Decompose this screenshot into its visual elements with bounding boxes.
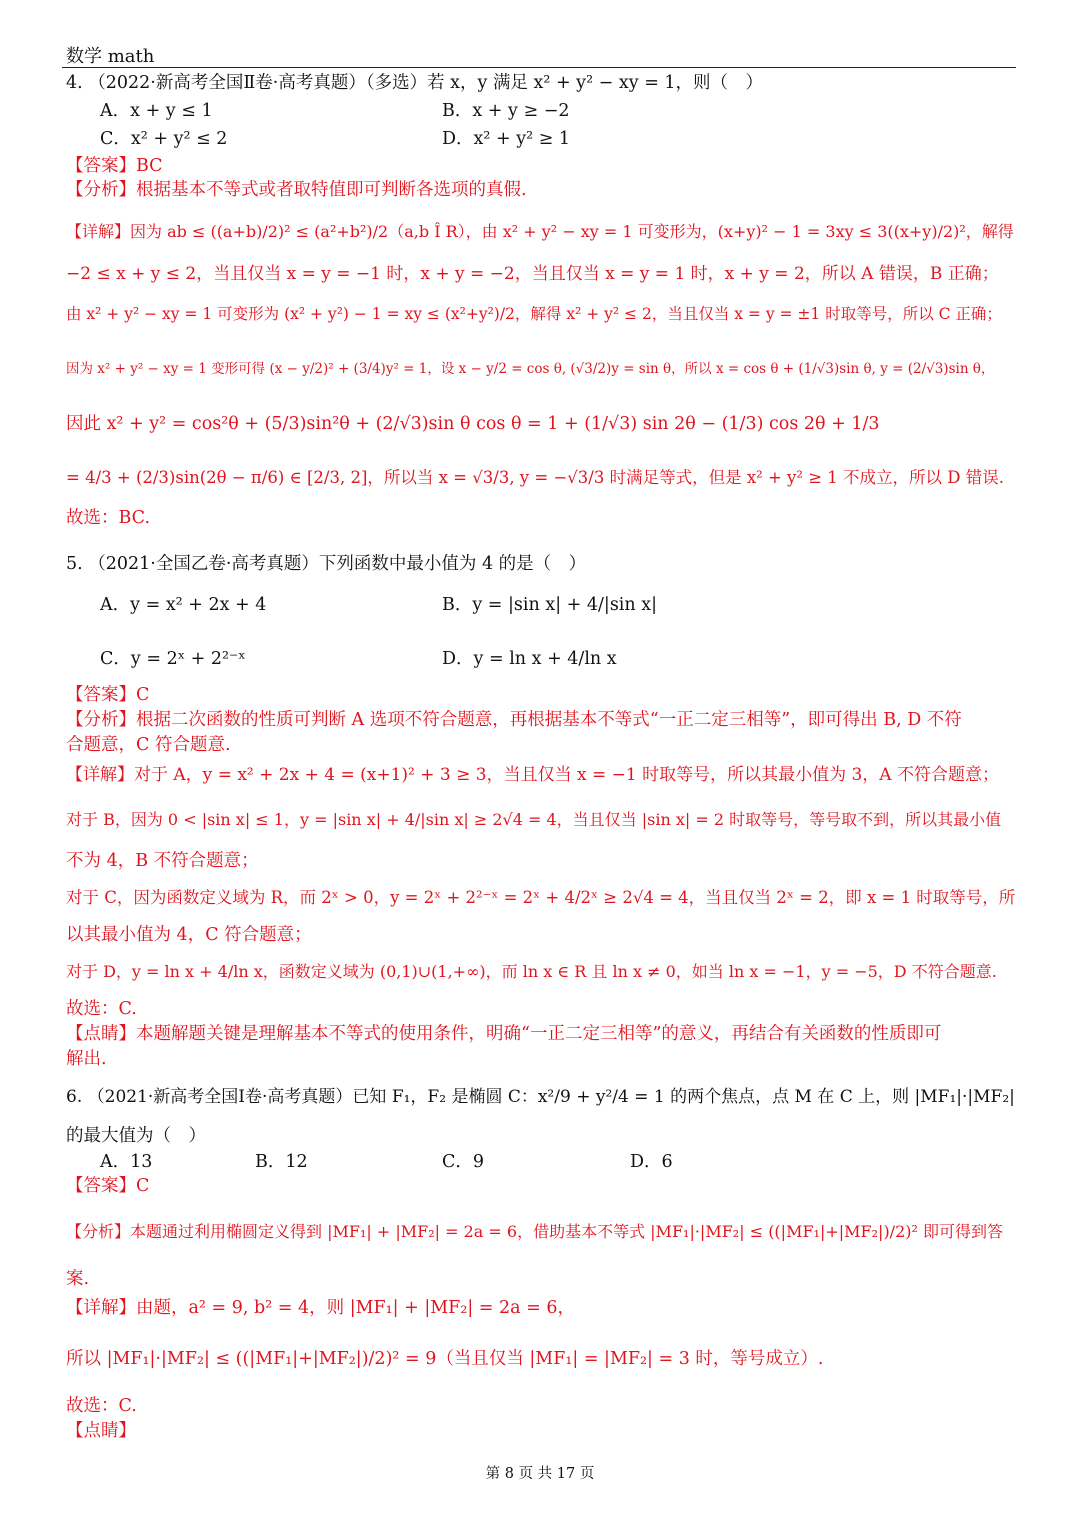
q6-option-a: A．13 — [100, 1152, 153, 1172]
header-divider — [62, 67, 1016, 68]
q4-detail-line: 由 x² + y² − xy = 1 可变形为 (x² + y²) − 1 = xy ≤ (x²+y²)/2，解得 x² + y² ≤ 2，当且仅当 x = y = ±1 时取等号，所以 C 正确； — [66, 305, 1002, 323]
q5-comment-line: 【点睛】本题解题关键是理解基本不等式的使用条件，明确“一正二定三相等”的意义，再结合有关函数的性质即可 — [66, 1024, 942, 1044]
q4-option-c: C．x² + y² ≤ 2 — [100, 129, 228, 149]
q4-option-a: A．x + y ≤ 1 — [100, 101, 213, 121]
q4-detail-line: 【详解】因为 ab ≤ ((a+b)/2)² ≤ (a²+b²)/2（a,b Î R），由 x² + y² − xy = 1 可变形为，(x+y)² − 1 = 3xy ≤ 3((x+y)/2)²，解得 — [66, 222, 1014, 241]
q4-answer: 【答案】BC — [66, 156, 163, 176]
q4-conclusion: 故选：BC. — [66, 508, 151, 528]
q4-detail-line: = 4/3 + (2/3)sin(2θ − π/6) ∈ [2/3, 2]，所以当 x = √3/3, y = −√3/3 时满足等式，但是 x² + y² ≥ 1 不成立，所以 D 错误. — [66, 468, 1005, 487]
q5-detail-line: 以其最小值为 4，C 符合题意； — [66, 925, 312, 945]
q5-conclusion: 故选：C. — [66, 999, 137, 1019]
q5-analysis-line: 合题意，C 符合题意. — [66, 735, 231, 755]
q4-option-d: D．x² + y² ≥ 1 — [442, 129, 571, 149]
q5-option-a: A．y = x² + 2x + 4 — [100, 595, 267, 615]
q5-detail-line: 对于 B，因为 0 < |sin x| ≤ 1，y = |sin x| + 4/|sin x| ≥ 2√4 = 4，当且仅当 |sin x| = 2 时取等号，等号取不到，所以其最小值 — [66, 810, 1002, 829]
q4-analysis: 【分析】根据基本不等式或者取特值即可判断各选项的真假. — [66, 180, 527, 200]
q5-detail-line: 对于 D，y = ln x + 4/ln x，函数定义域为 (0,1)∪(1,+∞)，而 ln x ∈ R 且 ln x ≠ 0，如当 ln x = −1，y = −5，D 不符合题意. — [66, 962, 997, 981]
q5-detail-line: 对于 C，因为函数定义域为 R，而 2ˣ > 0，y = 2ˣ + 2²⁻ˣ = 2ˣ + 4/2ˣ ≥ 2√4 = 4，当且仅当 2ˣ = 2，即 x = 1 时取等号，所 — [66, 888, 1016, 907]
q5-comment-line: 解出. — [66, 1049, 107, 1069]
q4-detail-line: 因此 x² + y² = cos²θ + (5/3)sin²θ + (2/√3)sin θ cos θ = 1 + (1/√3) sin 2θ − (1/3) cos 2θ + 1/3 — [66, 414, 880, 434]
q4-detail-line: 因为 x² + y² − xy = 1 变形可得 (x − y/2)² + (3/4)y² = 1，设 x − y/2 = cos θ, (√3/2)y = sin θ，所以 x = cos θ + (1/√3)sin θ, y = (2/√3)sin θ， — [66, 361, 995, 377]
q5-detail-line: 不为 4，B 不符合题意； — [66, 851, 259, 871]
q6-option-d: D．6 — [630, 1152, 673, 1172]
q5-analysis-line: 【分析】根据二次函数的性质可判断 A 选项不符合题意，再根据基本不等式“一正二定三相等”，即可得出 B, D 不符 — [66, 710, 962, 730]
q6-answer: 【答案】C — [66, 1176, 150, 1196]
q6-conclusion: 故选：C. — [66, 1396, 137, 1416]
q5-option-b: B．y = |sin x| + 4/|sin x| — [442, 595, 657, 615]
q4-detail-line: −2 ≤ x + y ≤ 2，当且仅当 x = y = −1 时，x + y = −2，当且仅当 x = y = 1 时，x + y = 2，所以 A 错误，B 正确； — [66, 264, 999, 284]
q6-analysis-line: 案. — [66, 1269, 90, 1289]
q4-option-b: B．x + y ≥ −2 — [442, 101, 570, 121]
q5-answer: 【答案】C — [66, 685, 150, 705]
q6-stem: 6. （2021·新高考全国Ⅰ卷·高考真题）已知 F₁，F₂ 是椭圆 C：x²/9 + y²/4 = 1 的两个焦点，点 M 在 C 上，则 |MF₁|·|MF₂| — [66, 1087, 1015, 1107]
q6-comment: 【点睛】 — [66, 1421, 136, 1441]
q5-option-c: C．y = 2ˣ + 2²⁻ˣ — [100, 649, 246, 669]
page-footer: 第 8 页 共 17 页 — [485, 1466, 595, 1482]
page-header: 数学 math — [66, 46, 155, 67]
q6-option-b: B．12 — [255, 1152, 308, 1172]
q6-detail-line: 【详解】由题，a² = 9, b² = 4，则 |MF₁| + |MF₂| = 2a = 6， — [66, 1298, 576, 1318]
q4-stem: 4. （2022·新高考全国Ⅱ卷·高考真题）（多选）若 x，y 满足 x² + y² − xy = 1，则（ ） — [66, 73, 764, 93]
q5-stem: 5. （2021·全国乙卷·高考真题）下列函数中最小值为 4 的是（ ） — [66, 554, 587, 574]
q5-detail-line: 【详解】对于 A，y = x² + 2x + 4 = (x+1)² + 3 ≥ 3，当且仅当 x = −1 时取等号，所以其最小值为 3，A 不符合题意； — [66, 765, 999, 785]
q6-analysis-line: 【分析】本题通过利用椭圆定义得到 |MF₁| + |MF₂| = 2a = 6，借助基本不等式 |MF₁|·|MF₂| ≤ ((|MF₁|+|MF₂|)/2)² 即可得到答 — [66, 1222, 1003, 1241]
q5-option-d: D．y = ln x + 4/ln x — [442, 649, 617, 669]
q6-detail-line: 所以 |MF₁|·|MF₂| ≤ ((|MF₁|+|MF₂|)/2)² = 9（当且仅当 |MF₁| = |MF₂| = 3 时，等号成立）. — [66, 1349, 824, 1369]
q6-stem-cont: 的最大值为（ ） — [66, 1126, 206, 1146]
q6-option-c: C．9 — [442, 1152, 485, 1172]
